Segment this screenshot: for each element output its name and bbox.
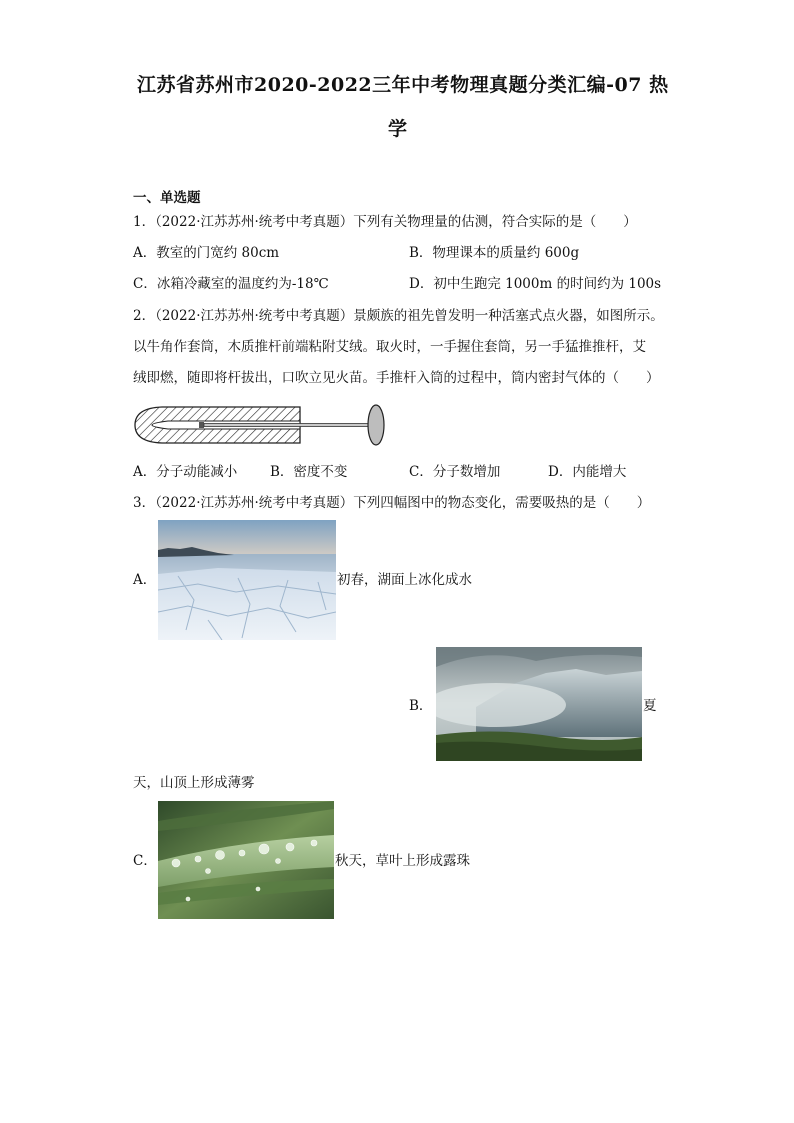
section-heading: 一、单选题 [133,190,201,206]
q2-option-b: B．密度不变 [270,464,348,480]
ice-lake-photo [158,520,336,640]
piston-fire-starter-diagram [132,400,388,450]
q2-stem-line3: 绒即燃，随即将杆拔出，口吹立见火苗。手推杆入筒的过程中，筒内密封气体的（ ） [133,370,660,386]
document-title-line1: 江苏省苏州市2020-2022三年中考物理真题分类汇编-07 热 [137,74,669,96]
q3-option-c-caption: 秋天，草叶上形成露珠 [335,853,470,869]
q1-stem: 1．（2022·江苏苏州·统考中考真题）下列有关物理量的估测，符合实际的是（ ） [133,214,637,230]
q2-stem-line2: 以牛角作套筒，木质推杆前端粘附艾绒。取火时，一手握住套筒，另一手猛推推杆，艾 [133,339,646,355]
q2-option-c: C．分子数增加 [409,464,501,480]
q3-option-a-caption: 初春，湖面上冰化成水 [337,572,472,588]
q3-option-b-letter: B． [409,698,433,714]
q1-option-d: D．初中生跑完 1000m 的时间约为 100s [409,276,662,292]
q3-option-a-letter: A． [133,572,157,588]
q3-stem: 3．（2022·江苏苏州·统考中考真题）下列四幅图中的物态变化，需要吸热的是（ ） [133,495,651,511]
q2-stem-line1: 2．（2022·江苏苏州·统考中考真题）景颇族的祖先曾发明一种活塞式点火器，如图所示。 [133,308,664,324]
q1-option-c: C．冰箱冷藏室的温度约为-18℃ [133,276,329,292]
q2-option-a: A．分子动能减小 [133,464,238,480]
q2-option-d: D．内能增大 [548,464,627,480]
mountain-fog-photo [436,647,642,761]
q1-option-a: A．教室的门宽约 80cm [133,245,280,261]
q3-option-c-letter: C． [133,853,157,869]
q3-option-b-caption-part1: 夏 [643,698,657,714]
q3-option-b-caption-part2: 天，山顶上形成薄雾 [133,775,255,791]
document-title-line2: 学 [388,118,408,140]
dew-grass-photo [158,801,334,919]
q1-option-b: B．物理课本的质量约 600g [409,245,580,261]
